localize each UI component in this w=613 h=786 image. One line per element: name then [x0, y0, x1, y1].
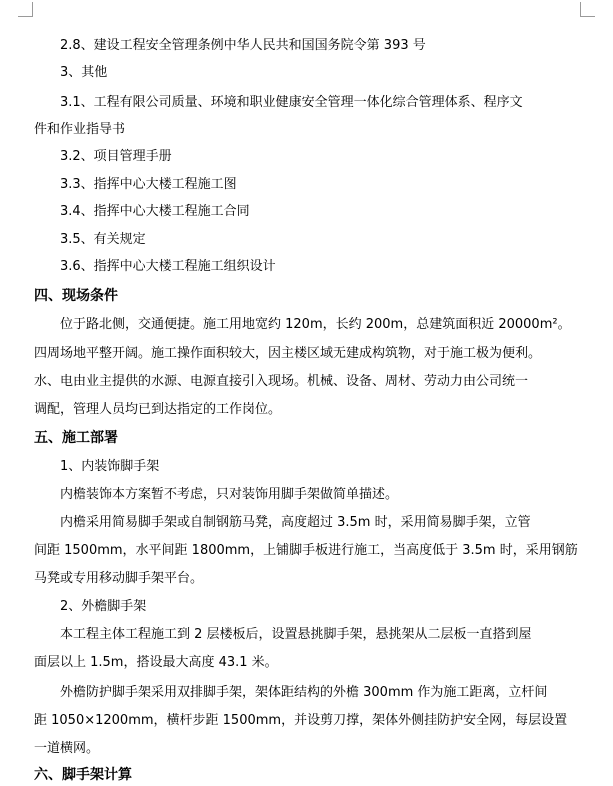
section-heading-5: 五、施工部署	[34, 430, 118, 446]
ref-item-3-1-cont: 件和作业指导书	[34, 122, 126, 137]
paragraph-line: 马凳或专用移动脚手架平台。	[34, 571, 204, 586]
crop-mark-top-right	[580, 2, 595, 17]
ref-item-3-3: 3.3、指挥中心大楼工程施工图	[60, 177, 237, 192]
paragraph-line: 外檐防护脚手架采用双排脚手架，架体距结构的外檐 300mm 作为施工距离，立杆间	[60, 685, 548, 700]
ref-item-3: 3、其他	[60, 65, 108, 80]
paragraph-line: 一道横网。	[34, 741, 100, 756]
ref-item-3-1: 3.1、工程有限公司质量、环境和职业健康安全管理一体化综合管理体系、程序文	[60, 95, 523, 110]
ref-item-3-6: 3.6、指挥中心大楼工程施工组织设计	[60, 259, 276, 274]
paragraph-line: 调配，管理人员均已到达指定的工作岗位。	[34, 402, 282, 417]
section-heading-4: 四、现场条件	[34, 288, 118, 304]
paragraph-line: 间距 1500mm，水平间距 1800mm，上铺脚手板进行施工，当高度低于 3.5m 时，采用钢筋	[34, 543, 578, 558]
ref-item-3-5: 3.5、有关规定	[60, 232, 146, 247]
section-heading-6: 六、脚手架计算	[34, 767, 132, 783]
ref-item-3-4: 3.4、指挥中心大楼工程施工合同	[60, 204, 250, 219]
paragraph-line: 四周场地平整开阔。施工操作面积较大，因主楼区域无建成构筑物，对于施工极为便利。	[34, 346, 542, 361]
ref-item-2-8: 2.8、建设工程安全管理条例中华人民共和国国务院令第 393 号	[60, 38, 426, 53]
paragraph-line: 距 1050×1200mm，横杆步距 1500mm，并设剪刀撑，架体外侧挂防护安全网，每层设置	[34, 713, 568, 728]
paragraph-line: 内檐采用简易脚手架或自制钢筋马凳，高度超过 3.5m 时，采用简易脚手架，立管	[60, 515, 531, 530]
subsection-heading-1: 1、内装饰脚手架	[60, 459, 160, 474]
ref-item-3-2: 3.2、项目管理手册	[60, 149, 172, 164]
paragraph-line: 面层以上 1.5m，搭设最大高度 43.1 米。	[34, 655, 278, 670]
subsection-heading-2: 2、外檐脚手架	[60, 599, 147, 614]
paragraph-line: 本工程主体工程施工到 2 层楼板后，设置悬挑脚手架，悬挑架从二层板一直搭到屋	[60, 627, 532, 642]
paragraph-line: 位于路北侧，交通便捷。施工用地宽约 120m，长约 200m，总建筑面积近 20000m²。	[60, 317, 571, 332]
crop-mark-top-left	[18, 2, 33, 17]
paragraph-line: 水、电由业主提供的水源、电源直接引入现场。机械、设备、周材、劳动力由公司统一	[34, 374, 529, 389]
paragraph-line: 内檐装饰本方案暂不考虑，只对装饰用脚手架做简单描述。	[60, 487, 399, 502]
